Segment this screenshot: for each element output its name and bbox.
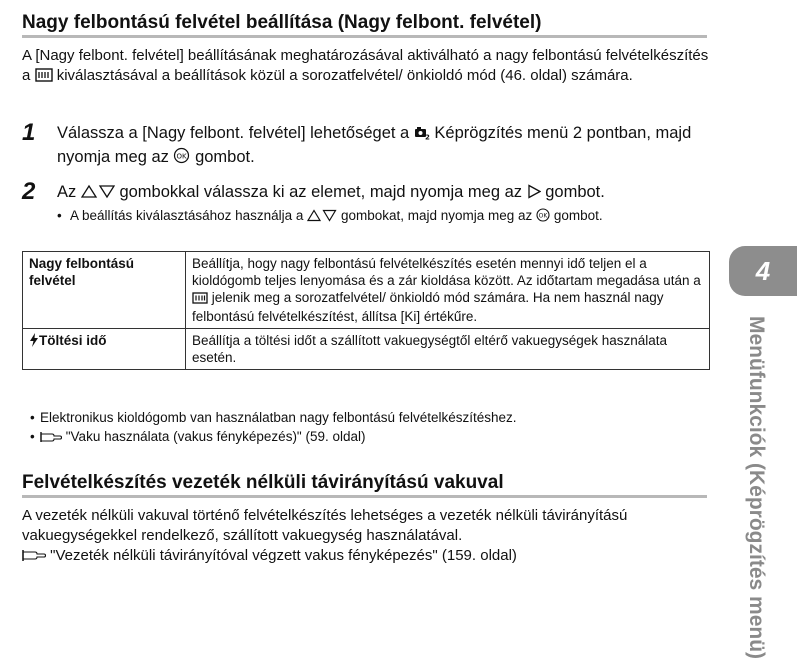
step-2-text	[57, 181, 707, 205]
step-1-text-a: Válassza a [Nagy felbont. felvétel] lehetőséget a	[57, 124, 410, 142]
bullet-dot: •	[57, 208, 62, 223]
svg-text:OK: OK	[538, 212, 548, 220]
step-1-text-b: Képrögzítés menü 2 pontban, majd nyomja meg az	[57, 124, 692, 166]
step-2-note	[57, 207, 697, 227]
high-res-icon	[35, 68, 53, 88]
svg-text:OK: OK	[176, 152, 188, 161]
table-key-charge-time	[23, 329, 186, 370]
step-number: 2	[22, 178, 36, 205]
section-title-wireless-flash: Felvételkészítés vezeték nélküli távirányítású vakuval	[22, 472, 504, 493]
wireless-flash-text: A vezeték nélküli vakuval történő felvételkészítés lehetséges a vezeték nélküli távirányítású vakuegységekkel rendelkező, szállított vakuegység használatával.	[22, 507, 628, 544]
up-down-arrows-icon	[307, 209, 337, 227]
step-2-note-b: gombokat, majd nyomja meg az	[340, 208, 533, 223]
table-value-text-a: Beállítja, hogy nagy felbontású felvételkészítés esetén mennyi idő teljen el a kioldógomb teljes lenyomása és a zár kioldása között. Az időtartam megadása után a	[192, 256, 701, 288]
step-2-note-a: A beállítás kiválasztásához használja a	[70, 208, 304, 223]
step-2-text-a: Az	[57, 183, 77, 201]
flash-icon	[29, 333, 39, 351]
intro-text-b: kiválasztásával a beállítások közül a sorozatfelvétel/ önkioldó mód (46. oldal) számára.	[56, 67, 633, 84]
step-2-note-c: gombot.	[553, 208, 603, 223]
intro-paragraph	[22, 46, 712, 88]
note-text: "Vaku használata (vakus fényképezés)" (59. oldal)	[65, 429, 366, 444]
table-value-text-b: jelenik meg a sorozatfelvétel/ önkioldó mód számára. Ha nem használ nagy felbontású felvételkészítést, állítsa [Ki] értékűre.	[192, 290, 664, 324]
step-1-text-c: gombot.	[195, 148, 255, 166]
chapter-tab	[729, 246, 797, 296]
note-text: Elektronikus kioldógomb van használatban nagy felbontású felvételkészítéshez.	[40, 410, 517, 425]
camera-menu-2-icon	[414, 124, 430, 146]
ok-button-icon	[536, 208, 550, 227]
wireless-flash-reference: "Vezeték nélküli távirányítóval végzett vakus fényképezés" (159. oldal)	[50, 547, 517, 564]
table-value-high-res	[186, 252, 710, 329]
section-title-high-res: Nagy felbontású felvétel beállítása (Nagy felbont. felvétel)	[22, 12, 542, 33]
wireless-flash-paragraph	[22, 506, 712, 568]
chapter-title: Menüfunkciók (Képrögzítés menü)	[745, 316, 768, 660]
table-row	[23, 329, 710, 370]
ok-button-icon	[173, 147, 190, 170]
table-key-charge-time-label: Töltési idő	[39, 333, 107, 348]
chapter-number: 4	[755, 256, 771, 286]
reference-hand-icon	[40, 429, 62, 448]
right-arrow-icon	[527, 183, 541, 205]
up-down-arrows-icon	[81, 183, 115, 205]
notes-list	[30, 408, 710, 448]
title-underline	[22, 495, 707, 498]
list-item: • Elektronikus kioldógomb van használatban nagy felbontású felvételkészítéshez.	[30, 410, 517, 425]
step-number: 1	[22, 119, 36, 146]
list-item: • "Vaku használata (vakus fényképezés)" (59. oldal)	[30, 427, 710, 448]
intro-text-a: A [Nagy felbont. felvétel] beállításának meghatározásával aktiválható a nagy felbontású felvételkészítés a	[22, 47, 709, 84]
step-1-text	[57, 122, 707, 170]
step-2-text-c: gombot.	[545, 183, 605, 201]
settings-table	[22, 251, 710, 370]
step-2-text-b: gombokkal válassza ki az elemet, majd nyomja meg az	[119, 183, 523, 201]
table-row	[23, 252, 710, 329]
reference-hand-icon	[22, 548, 46, 568]
high-res-icon	[192, 291, 208, 308]
table-value-charge-time: Beállítja a töltési időt a szállított vakuegységtől eltérő vakuegységek használata esetén.	[186, 329, 710, 370]
title-underline	[22, 35, 707, 38]
svg-text:2: 2	[424, 133, 430, 140]
table-key-high-res: Nagy felbontású felvétel	[23, 252, 186, 329]
